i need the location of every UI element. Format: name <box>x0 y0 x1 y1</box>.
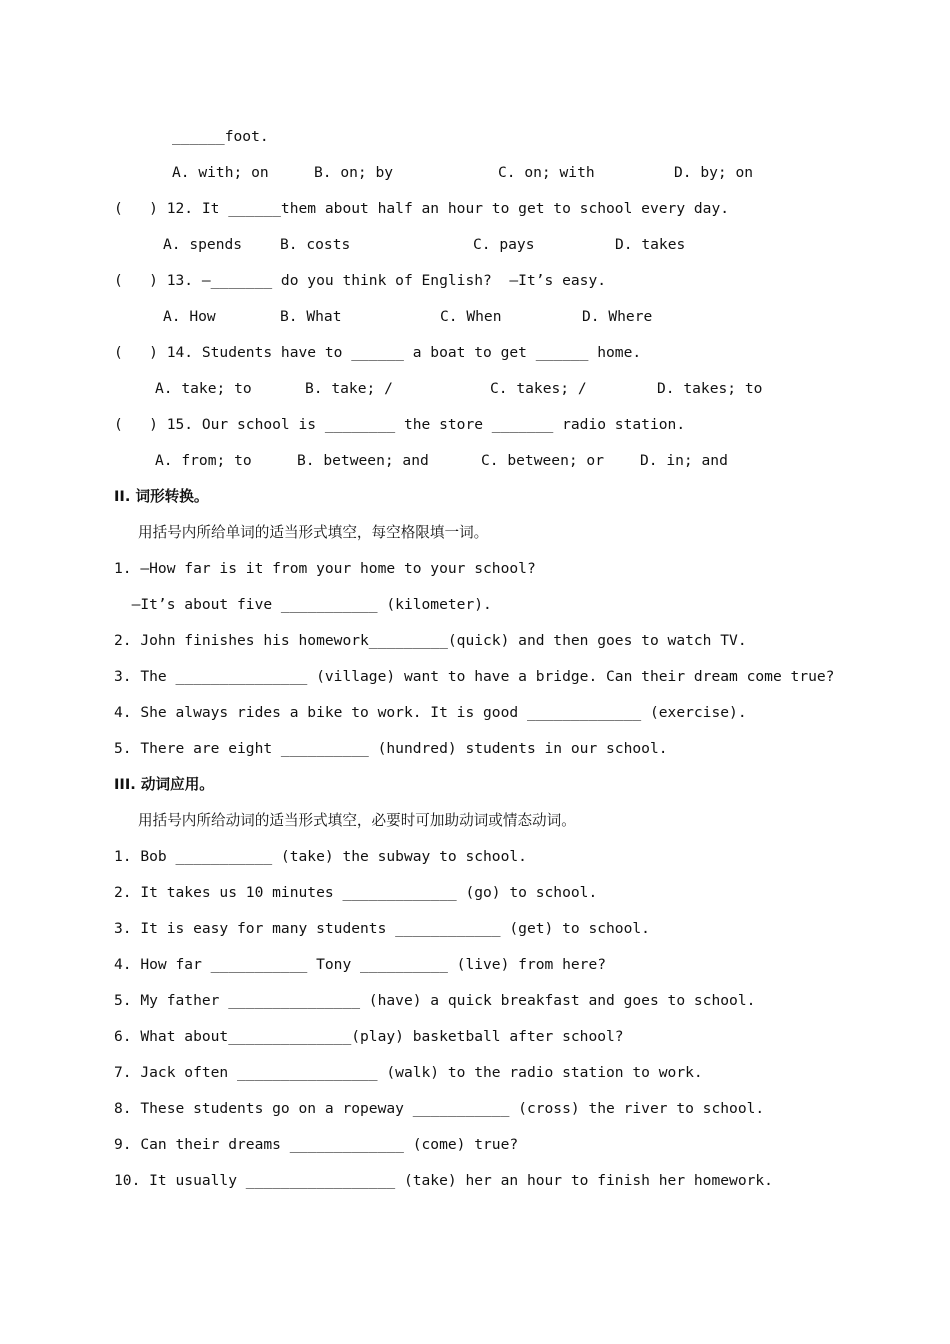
list-item: 8. These students go on a ropeway ___________ (cross) the river to school. <box>114 1100 765 1117</box>
option-d: D. Where <box>582 308 653 325</box>
list-item: 1. Bob ___________ (take) the subway to school. <box>114 848 527 865</box>
question-11-tail: ______foot. <box>172 128 269 145</box>
section-instruction-word-forms: 用括号内所给单词的适当形式填空，每空格限填一词。 <box>138 524 489 541</box>
option-d: D. by; on <box>674 164 754 181</box>
list-item: 3. It is easy for many students ____________ (get) to school. <box>114 920 650 937</box>
list-item: 7. Jack often ________________ (walk) to the radio station to work. <box>114 1064 703 1081</box>
question-12: ( ) 12. It ______them about half an hour to get to school every day. <box>114 200 730 217</box>
option-c: C. on; with <box>498 164 595 181</box>
option-d: D. in; and <box>640 452 728 469</box>
list-item: 9. Can their dreams _____________ (come) true? <box>114 1136 519 1153</box>
list-item: 10. It usually _________________ (take) her an hour to finish her homework. <box>114 1172 773 1189</box>
list-item: 5. My father _______________ (have) a quick breakfast and goes to school. <box>114 992 756 1009</box>
question-14: ( ) 14. Students have to ______ a boat to get ______ home. <box>114 344 642 361</box>
section-instruction-verb-usage: 用括号内所给动词的适当形式填空，必要时可加助动词或情态动词。 <box>138 812 576 829</box>
list-item: 2. John finishes his homework_________(quick) and then goes to watch TV. <box>114 632 747 649</box>
list-item: —It’s about five ___________ (kilometer). <box>114 596 492 613</box>
option-d: D. takes <box>615 236 686 253</box>
question-13: ( ) 13. —_______ do you think of English? —It’s easy. <box>114 272 607 289</box>
option-c: C. pays <box>473 236 535 253</box>
option-c: C. between; or <box>481 452 605 469</box>
list-item: 4. She always rides a bike to work. It is good _____________ (exercise). <box>114 704 747 721</box>
list-item: 3. The _______________ (village) want to have a bridge. Can their dream come true? <box>114 668 835 685</box>
option-a: A. with; on <box>172 164 269 181</box>
list-item: 5. There are eight __________ (hundred) students in our school. <box>114 740 668 757</box>
option-b: B. What <box>280 308 342 325</box>
list-item: 2. It takes us 10 minutes _____________ (go) to school. <box>114 884 598 901</box>
option-c: C. When <box>440 308 502 325</box>
option-c: C. takes; / <box>490 380 587 397</box>
option-a: A. How <box>163 308 216 325</box>
section-heading-word-forms: II. 词形转换。 <box>114 488 209 505</box>
section-heading-verb-usage: III. 动词应用。 <box>114 776 214 793</box>
option-b: B. on; by <box>314 164 394 181</box>
option-a: A. from; to <box>155 452 252 469</box>
option-b: B. take; / <box>305 380 393 397</box>
option-a: A. take; to <box>155 380 252 397</box>
list-item: 4. How far ___________ Tony __________ (live) from here? <box>114 956 607 973</box>
option-d: D. takes; to <box>657 380 763 397</box>
list-item: 6. What about______________(play) basketball after school? <box>114 1028 624 1045</box>
question-15: ( ) 15. Our school is ________ the store _______ radio station. <box>114 416 686 433</box>
list-item: 1. —How far is it from your home to your school? <box>114 560 536 577</box>
option-a: A. spends <box>163 236 243 253</box>
option-b: B. costs <box>280 236 351 253</box>
option-b: B. between; and <box>297 452 429 469</box>
